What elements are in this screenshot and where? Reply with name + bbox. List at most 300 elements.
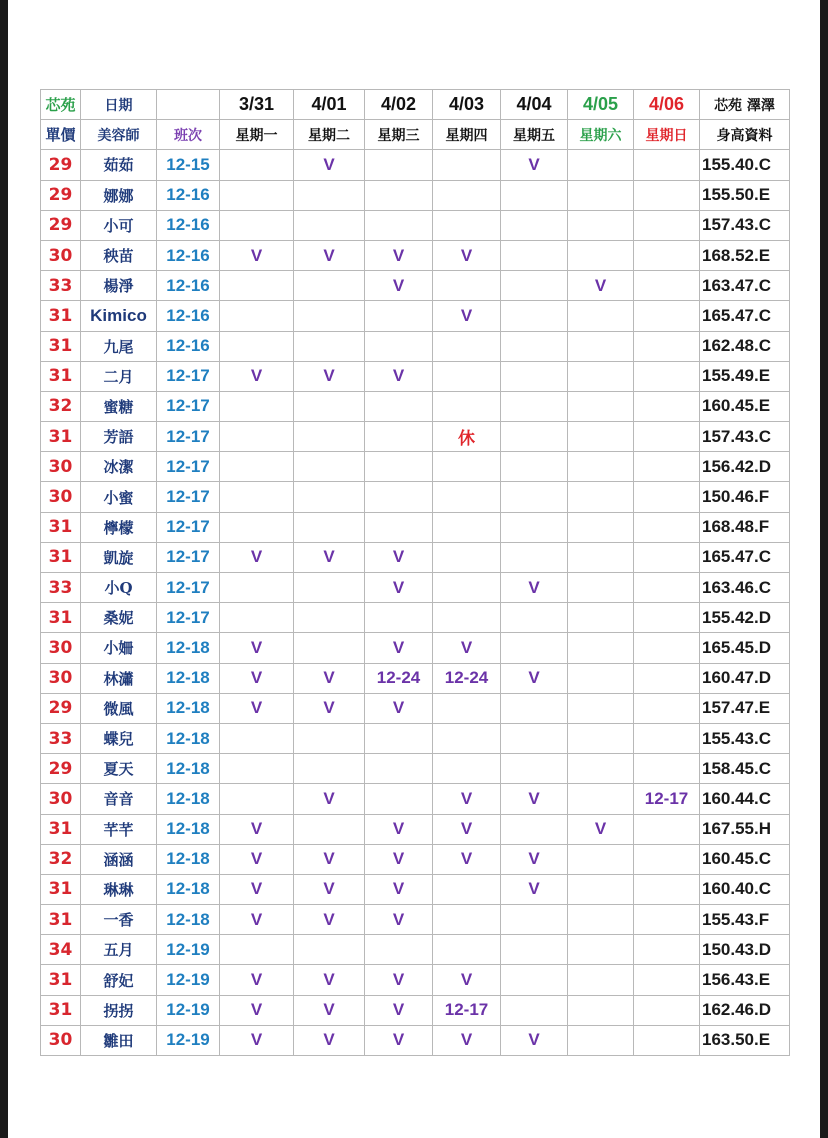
day-cell: V xyxy=(220,361,294,391)
staff-name-cell: 娜娜 xyxy=(81,180,157,210)
shift-cell: 12-17 xyxy=(157,361,220,391)
staff-name-cell: 楊淨 xyxy=(81,271,157,301)
price-cell: 30 xyxy=(41,452,81,482)
day-cell xyxy=(294,935,365,965)
day-cell: V xyxy=(501,844,568,874)
day-cell xyxy=(433,754,501,784)
shift-cell: 12-17 xyxy=(157,573,220,603)
day-cell xyxy=(294,210,365,240)
shift-cell: 12-18 xyxy=(157,784,220,814)
height-info-cell: 155.43.F xyxy=(700,905,790,935)
height-info-cell: 150.46.F xyxy=(700,482,790,512)
height-info-cell: 155.43.C xyxy=(700,723,790,753)
day-cell: V xyxy=(220,965,294,995)
day-cell: V xyxy=(220,633,294,663)
shift-cell: 12-15 xyxy=(157,150,220,180)
day-cell xyxy=(433,874,501,904)
day-cell xyxy=(501,422,568,452)
day-cell xyxy=(220,422,294,452)
day-cell xyxy=(294,573,365,603)
day-cell xyxy=(365,180,433,210)
day-cell: V xyxy=(220,1025,294,1055)
day-cell xyxy=(294,754,365,784)
day-cell xyxy=(634,542,700,572)
day-cell xyxy=(220,271,294,301)
shift-cell: 12-17 xyxy=(157,603,220,633)
staff-name-cell: 九尾 xyxy=(81,331,157,361)
table-row xyxy=(41,512,790,542)
table-row xyxy=(41,271,790,301)
day-cell xyxy=(568,542,634,572)
left-frame-bar xyxy=(0,0,8,1138)
day-cell xyxy=(220,603,294,633)
day-cell xyxy=(568,723,634,753)
staff-name-cell: 小可 xyxy=(81,210,157,240)
shift-cell: 12-17 xyxy=(157,542,220,572)
height-info-cell: 162.46.D xyxy=(700,995,790,1025)
day-cell xyxy=(568,844,634,874)
day-cell xyxy=(501,180,568,210)
day-cell: V xyxy=(220,905,294,935)
day-cell xyxy=(568,603,634,633)
height-info-cell: 168.52.E xyxy=(700,240,790,270)
info-title: 芯苑 澤澤 xyxy=(700,90,790,120)
day-cell: V xyxy=(220,874,294,904)
day-cell xyxy=(568,240,634,270)
header-row-dates xyxy=(41,90,790,120)
height-info-cell: 165.47.C xyxy=(700,542,790,572)
brand-label: 芯苑 xyxy=(41,90,81,120)
shift-cell: 12-19 xyxy=(157,1025,220,1055)
day-cell: 休 xyxy=(433,422,501,452)
day-cell: V xyxy=(294,240,365,270)
day-cell: V xyxy=(294,361,365,391)
day-cell xyxy=(294,422,365,452)
staff-name-cell: 涵涵 xyxy=(81,844,157,874)
day-cell: V xyxy=(365,693,433,723)
table-row xyxy=(41,844,790,874)
day-cell xyxy=(634,995,700,1025)
day-cell: V xyxy=(220,240,294,270)
shift-cell: 12-19 xyxy=(157,995,220,1025)
day-cell: V xyxy=(294,663,365,693)
table-row xyxy=(41,905,790,935)
day-cell: 12-24 xyxy=(433,663,501,693)
day-cell xyxy=(294,723,365,753)
day-cell xyxy=(365,210,433,240)
staff-name-cell: 音音 xyxy=(81,784,157,814)
price-cell: 34 xyxy=(41,935,81,965)
price-cell: 29 xyxy=(41,150,81,180)
day-cell xyxy=(634,482,700,512)
day-cell xyxy=(568,301,634,331)
day-cell xyxy=(634,331,700,361)
day-cell xyxy=(365,935,433,965)
price-label: 單價 xyxy=(41,120,81,150)
height-info-cell: 165.47.C xyxy=(700,301,790,331)
day-cell xyxy=(433,542,501,572)
day-cell xyxy=(634,1025,700,1055)
height-info-cell: 160.45.E xyxy=(700,391,790,421)
shift-cell: 12-16 xyxy=(157,210,220,240)
day-cell xyxy=(501,452,568,482)
day-cell xyxy=(568,482,634,512)
day-cell xyxy=(501,271,568,301)
day-cell xyxy=(501,210,568,240)
shift-cell: 12-18 xyxy=(157,754,220,784)
staff-label: 美容師 xyxy=(81,120,157,150)
day-cell xyxy=(634,301,700,331)
height-info-cell: 155.49.E xyxy=(700,361,790,391)
shift-cell: 12-16 xyxy=(157,240,220,270)
day-cell xyxy=(220,512,294,542)
price-cell: 31 xyxy=(41,542,81,572)
day-cell xyxy=(634,935,700,965)
day-cell xyxy=(433,935,501,965)
staff-name-cell: 芳語 xyxy=(81,422,157,452)
staff-name-cell: 秧苗 xyxy=(81,240,157,270)
day-cell xyxy=(220,210,294,240)
day-cell xyxy=(634,361,700,391)
day-cell: V xyxy=(501,573,568,603)
day-cell xyxy=(220,150,294,180)
staff-name-cell: 蜜糖 xyxy=(81,391,157,421)
day-cell xyxy=(634,603,700,633)
staff-name-cell: 小Q xyxy=(81,573,157,603)
day-cell xyxy=(568,784,634,814)
day-cell xyxy=(294,331,365,361)
table-row xyxy=(41,573,790,603)
right-frame-bar xyxy=(820,0,828,1138)
day-cell xyxy=(568,663,634,693)
day-cell: V xyxy=(220,844,294,874)
price-cell: 29 xyxy=(41,210,81,240)
day-cell xyxy=(634,422,700,452)
day-cell xyxy=(433,573,501,603)
day-cell xyxy=(634,633,700,663)
day-cell: V xyxy=(433,844,501,874)
day-cell xyxy=(501,754,568,784)
table-row xyxy=(41,482,790,512)
height-info-cell: 155.42.D xyxy=(700,603,790,633)
day-cell: V xyxy=(433,301,501,331)
day-cell xyxy=(220,301,294,331)
shift-cell: 12-17 xyxy=(157,452,220,482)
table-row xyxy=(41,935,790,965)
day-cell xyxy=(634,573,700,603)
day-cell: V xyxy=(501,150,568,180)
day-cell xyxy=(634,814,700,844)
price-cell: 32 xyxy=(41,844,81,874)
day-cell: V xyxy=(501,1025,568,1055)
day-cell xyxy=(220,482,294,512)
day-cell xyxy=(433,693,501,723)
table-row xyxy=(41,391,790,421)
day-cell xyxy=(568,874,634,904)
day-cell xyxy=(568,422,634,452)
price-cell: 29 xyxy=(41,693,81,723)
price-cell: 30 xyxy=(41,663,81,693)
day-cell: 12-17 xyxy=(433,995,501,1025)
day-cell: V xyxy=(501,874,568,904)
height-info-cell: 150.43.D xyxy=(700,935,790,965)
staff-name-cell: 小蜜 xyxy=(81,482,157,512)
header-blank-cell xyxy=(157,90,220,120)
day-cell: V xyxy=(568,271,634,301)
day-cell xyxy=(568,452,634,482)
day-cell: V xyxy=(294,150,365,180)
day-cell xyxy=(433,905,501,935)
date-header-sunday: 4/06 xyxy=(634,90,700,120)
shift-cell: 12-16 xyxy=(157,331,220,361)
day-cell xyxy=(501,482,568,512)
day-cell xyxy=(433,180,501,210)
price-cell: 31 xyxy=(41,331,81,361)
staff-name-cell: 五月 xyxy=(81,935,157,965)
day-cell: V xyxy=(433,633,501,663)
height-info-cell: 160.45.C xyxy=(700,844,790,874)
table-row xyxy=(41,633,790,663)
day-cell xyxy=(220,723,294,753)
day-cell xyxy=(294,180,365,210)
height-info-cell: 157.47.E xyxy=(700,693,790,723)
day-cell xyxy=(365,452,433,482)
shift-cell: 12-18 xyxy=(157,723,220,753)
table-row xyxy=(41,754,790,784)
height-info-cell: 167.55.H xyxy=(700,814,790,844)
day-cell xyxy=(501,814,568,844)
day-cell xyxy=(433,210,501,240)
day-cell: V xyxy=(294,874,365,904)
day-cell xyxy=(294,391,365,421)
shift-cell: 12-18 xyxy=(157,633,220,663)
day-cell xyxy=(568,391,634,421)
weekday-header-sunday: 星期日 xyxy=(634,120,700,150)
shift-cell: 12-18 xyxy=(157,844,220,874)
staff-name-cell: 微風 xyxy=(81,693,157,723)
table-row xyxy=(41,693,790,723)
shift-cell: 12-18 xyxy=(157,905,220,935)
price-cell: 29 xyxy=(41,180,81,210)
weekday-header: 星期四 xyxy=(433,120,501,150)
day-cell xyxy=(634,150,700,180)
day-cell xyxy=(294,633,365,663)
day-cell: V xyxy=(220,663,294,693)
day-cell xyxy=(501,965,568,995)
price-cell: 31 xyxy=(41,965,81,995)
day-cell: V xyxy=(365,814,433,844)
day-cell xyxy=(501,633,568,663)
day-cell xyxy=(433,150,501,180)
height-info-cell: 155.50.E xyxy=(700,180,790,210)
weekday-header: 星期一 xyxy=(220,120,294,150)
day-cell: V xyxy=(220,995,294,1025)
staff-name-cell: 一香 xyxy=(81,905,157,935)
price-cell: 31 xyxy=(41,814,81,844)
day-cell xyxy=(433,512,501,542)
date-header: 4/04 xyxy=(501,90,568,120)
day-cell xyxy=(568,1025,634,1055)
staff-name-cell: 琳琳 xyxy=(81,874,157,904)
table-row xyxy=(41,995,790,1025)
price-cell: 31 xyxy=(41,874,81,904)
date-header: 4/03 xyxy=(433,90,501,120)
day-cell xyxy=(294,301,365,331)
day-cell: V xyxy=(294,693,365,723)
height-info-cell: 163.50.E xyxy=(700,1025,790,1055)
date-header: 4/02 xyxy=(365,90,433,120)
table-row xyxy=(41,331,790,361)
day-cell xyxy=(220,754,294,784)
price-cell: 31 xyxy=(41,603,81,633)
table-row xyxy=(41,723,790,753)
day-cell xyxy=(634,452,700,482)
price-cell: 33 xyxy=(41,271,81,301)
day-cell: V xyxy=(294,965,365,995)
shift-cell: 12-18 xyxy=(157,874,220,904)
day-cell: V xyxy=(220,814,294,844)
price-cell: 30 xyxy=(41,633,81,663)
day-cell: V xyxy=(501,784,568,814)
height-info-cell: 163.47.C xyxy=(700,271,790,301)
shift-cell: 12-17 xyxy=(157,482,220,512)
day-cell xyxy=(634,240,700,270)
table-row xyxy=(41,361,790,391)
height-info-cell: 160.47.D xyxy=(700,663,790,693)
price-cell: 30 xyxy=(41,482,81,512)
day-cell xyxy=(365,603,433,633)
table-row xyxy=(41,874,790,904)
day-cell xyxy=(568,573,634,603)
day-cell xyxy=(433,271,501,301)
height-info-cell: 156.42.D xyxy=(700,452,790,482)
day-cell: V xyxy=(433,784,501,814)
day-cell xyxy=(433,603,501,633)
table-row xyxy=(41,180,790,210)
day-cell xyxy=(634,754,700,784)
day-cell xyxy=(634,512,700,542)
day-cell xyxy=(568,361,634,391)
day-cell xyxy=(501,391,568,421)
staff-name-cell: 雛田 xyxy=(81,1025,157,1055)
day-cell: V xyxy=(365,633,433,663)
day-cell xyxy=(568,150,634,180)
day-cell xyxy=(634,723,700,753)
day-cell xyxy=(220,391,294,421)
price-cell: 33 xyxy=(41,723,81,753)
day-cell: V xyxy=(294,542,365,572)
price-cell: 32 xyxy=(41,391,81,421)
day-cell: V xyxy=(433,965,501,995)
day-cell: V xyxy=(365,542,433,572)
day-cell xyxy=(433,452,501,482)
height-info-cell: 162.48.C xyxy=(700,331,790,361)
shift-cell: 12-19 xyxy=(157,935,220,965)
day-cell xyxy=(501,301,568,331)
staff-name-cell: 檸檬 xyxy=(81,512,157,542)
table-row xyxy=(41,814,790,844)
day-cell xyxy=(634,391,700,421)
day-cell xyxy=(433,723,501,753)
day-cell: 12-17 xyxy=(634,784,700,814)
day-cell xyxy=(568,180,634,210)
day-cell xyxy=(220,331,294,361)
price-cell: 31 xyxy=(41,905,81,935)
day-cell: V xyxy=(568,814,634,844)
day-cell xyxy=(433,361,501,391)
weekday-header: 星期五 xyxy=(501,120,568,150)
day-cell: V xyxy=(365,1025,433,1055)
height-info-cell: 157.43.C xyxy=(700,422,790,452)
day-cell: V xyxy=(365,965,433,995)
date-label: 日期 xyxy=(81,90,157,120)
weekday-header: 星期二 xyxy=(294,120,365,150)
shift-cell: 12-18 xyxy=(157,814,220,844)
height-info-cell: 157.43.C xyxy=(700,210,790,240)
day-cell xyxy=(365,331,433,361)
day-cell xyxy=(433,331,501,361)
price-cell: 33 xyxy=(41,573,81,603)
day-cell: 12-24 xyxy=(365,663,433,693)
day-cell: V xyxy=(365,361,433,391)
day-cell xyxy=(501,935,568,965)
height-info-cell: 156.43.E xyxy=(700,965,790,995)
price-cell: 31 xyxy=(41,512,81,542)
date-header: 3/31 xyxy=(220,90,294,120)
table-row xyxy=(41,965,790,995)
day-cell xyxy=(501,723,568,753)
price-cell: 31 xyxy=(41,422,81,452)
day-cell xyxy=(220,452,294,482)
shift-cell: 12-17 xyxy=(157,422,220,452)
day-cell: V xyxy=(365,573,433,603)
height-info-cell: 158.45.C xyxy=(700,754,790,784)
day-cell xyxy=(568,512,634,542)
table-row xyxy=(41,240,790,270)
day-cell xyxy=(365,150,433,180)
height-info-cell: 165.45.D xyxy=(700,633,790,663)
staff-name-cell: Kimico xyxy=(81,301,157,331)
day-cell xyxy=(634,271,700,301)
day-cell xyxy=(294,482,365,512)
schedule-table xyxy=(40,89,790,1056)
day-cell xyxy=(365,422,433,452)
day-cell xyxy=(568,935,634,965)
height-info-cell: 163.46.C xyxy=(700,573,790,603)
day-cell xyxy=(634,180,700,210)
day-cell xyxy=(501,603,568,633)
day-cell xyxy=(634,905,700,935)
day-cell: V xyxy=(294,1025,365,1055)
staff-name-cell: 舒妃 xyxy=(81,965,157,995)
day-cell xyxy=(365,754,433,784)
day-cell xyxy=(568,693,634,723)
shift-label: 班次 xyxy=(157,120,220,150)
day-cell: V xyxy=(365,271,433,301)
shift-cell: 12-18 xyxy=(157,693,220,723)
day-cell xyxy=(634,844,700,874)
day-cell xyxy=(501,905,568,935)
day-cell xyxy=(294,452,365,482)
day-cell xyxy=(501,693,568,723)
day-cell xyxy=(568,995,634,1025)
day-cell: V xyxy=(294,995,365,1025)
staff-name-cell: 林瀟 xyxy=(81,663,157,693)
table-row xyxy=(41,210,790,240)
day-cell xyxy=(294,814,365,844)
day-cell: V xyxy=(365,240,433,270)
day-cell xyxy=(568,754,634,784)
